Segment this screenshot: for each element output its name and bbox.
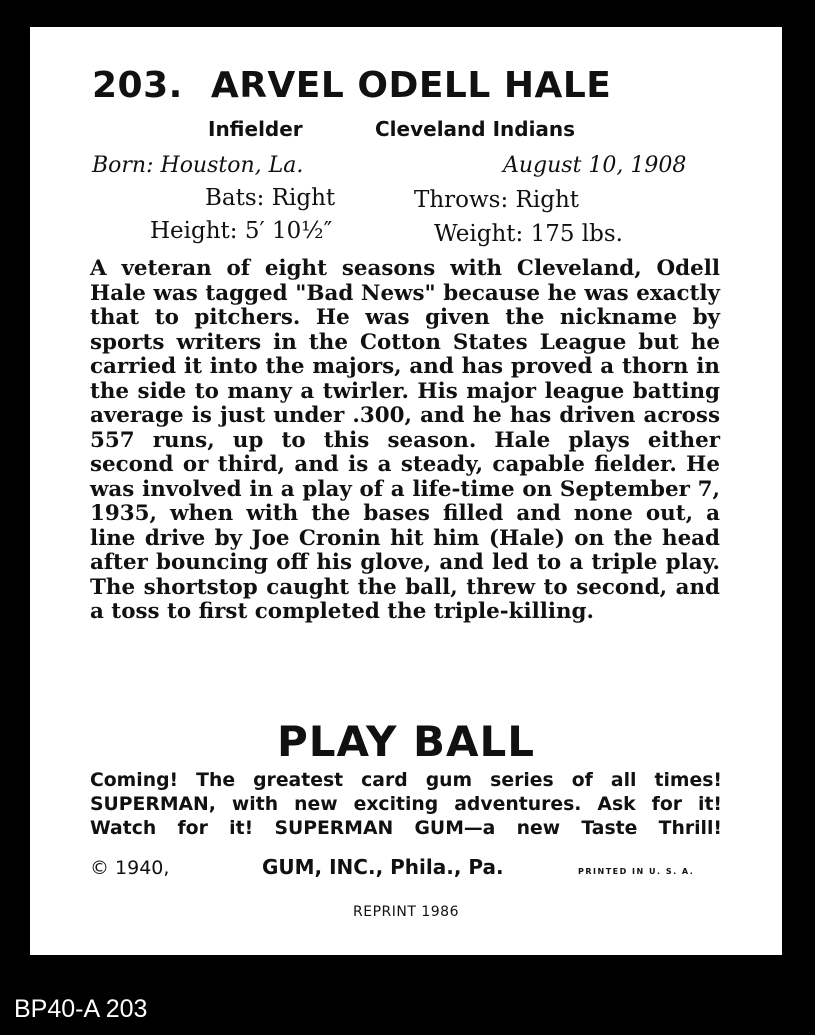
copyright: © 1940, xyxy=(90,857,170,879)
reprint-note: REPRINT 1986 xyxy=(353,904,459,920)
series-title: PLAY BALL xyxy=(276,717,536,766)
player-name: ARVEL ODELL HALE xyxy=(210,65,612,106)
player-position: Infielder xyxy=(208,117,303,141)
card-title xyxy=(92,65,611,106)
image-caption: BP40-A 203 xyxy=(14,995,148,1023)
printed-in-usa: PRINTED IN U. S. A. xyxy=(578,867,695,876)
promo-line: Coming! The greatest card gum series of all times! xyxy=(90,770,722,791)
card-number: 203. xyxy=(92,65,183,106)
promo-line: SUPERMAN, with new exciting adventures. Ask for it! xyxy=(90,794,722,815)
player-team: Cleveland Indians xyxy=(375,117,576,141)
weight: Weight: 175 lbs. xyxy=(434,221,623,247)
height: Height: 5′ 10½″ xyxy=(150,218,333,244)
biography: A veteran of eight seasons with Cleveland, Odell Hale was tagged "Bad News" because he was exactly that to pitchers. He was given the nickname by sports writers in the Cotton States League but he carried it into the majors, and has proved a thorn in the side to many a twirler. His major league batting average is just under .300, and he has driven across 557 runs, up to this season. Hale plays either second or third, and is a steady, capable fielder. He was involved in a play of a life-time on September 7, 1935, when with the bases filled and none out, a line drive by Joe Cronin hit him (Hale) on the head after bouncing off his glove, and led to a triple play. The shortstop caught the ball, threw to second, and a toss to first completed the triple-killing. xyxy=(90,256,720,624)
born-date: August 10, 1908 xyxy=(503,153,687,178)
throws: Throws: Right xyxy=(414,187,579,213)
promo-line: Watch for it! SUPERMAN GUM—a new Taste Thrill! xyxy=(90,818,722,839)
born-place: Born: Houston, La. xyxy=(92,153,304,178)
publisher: GUM, INC., Phila., Pa. xyxy=(262,855,504,879)
bats: Bats: Right xyxy=(205,185,336,211)
promo-text xyxy=(90,769,722,841)
card-back xyxy=(30,27,782,955)
